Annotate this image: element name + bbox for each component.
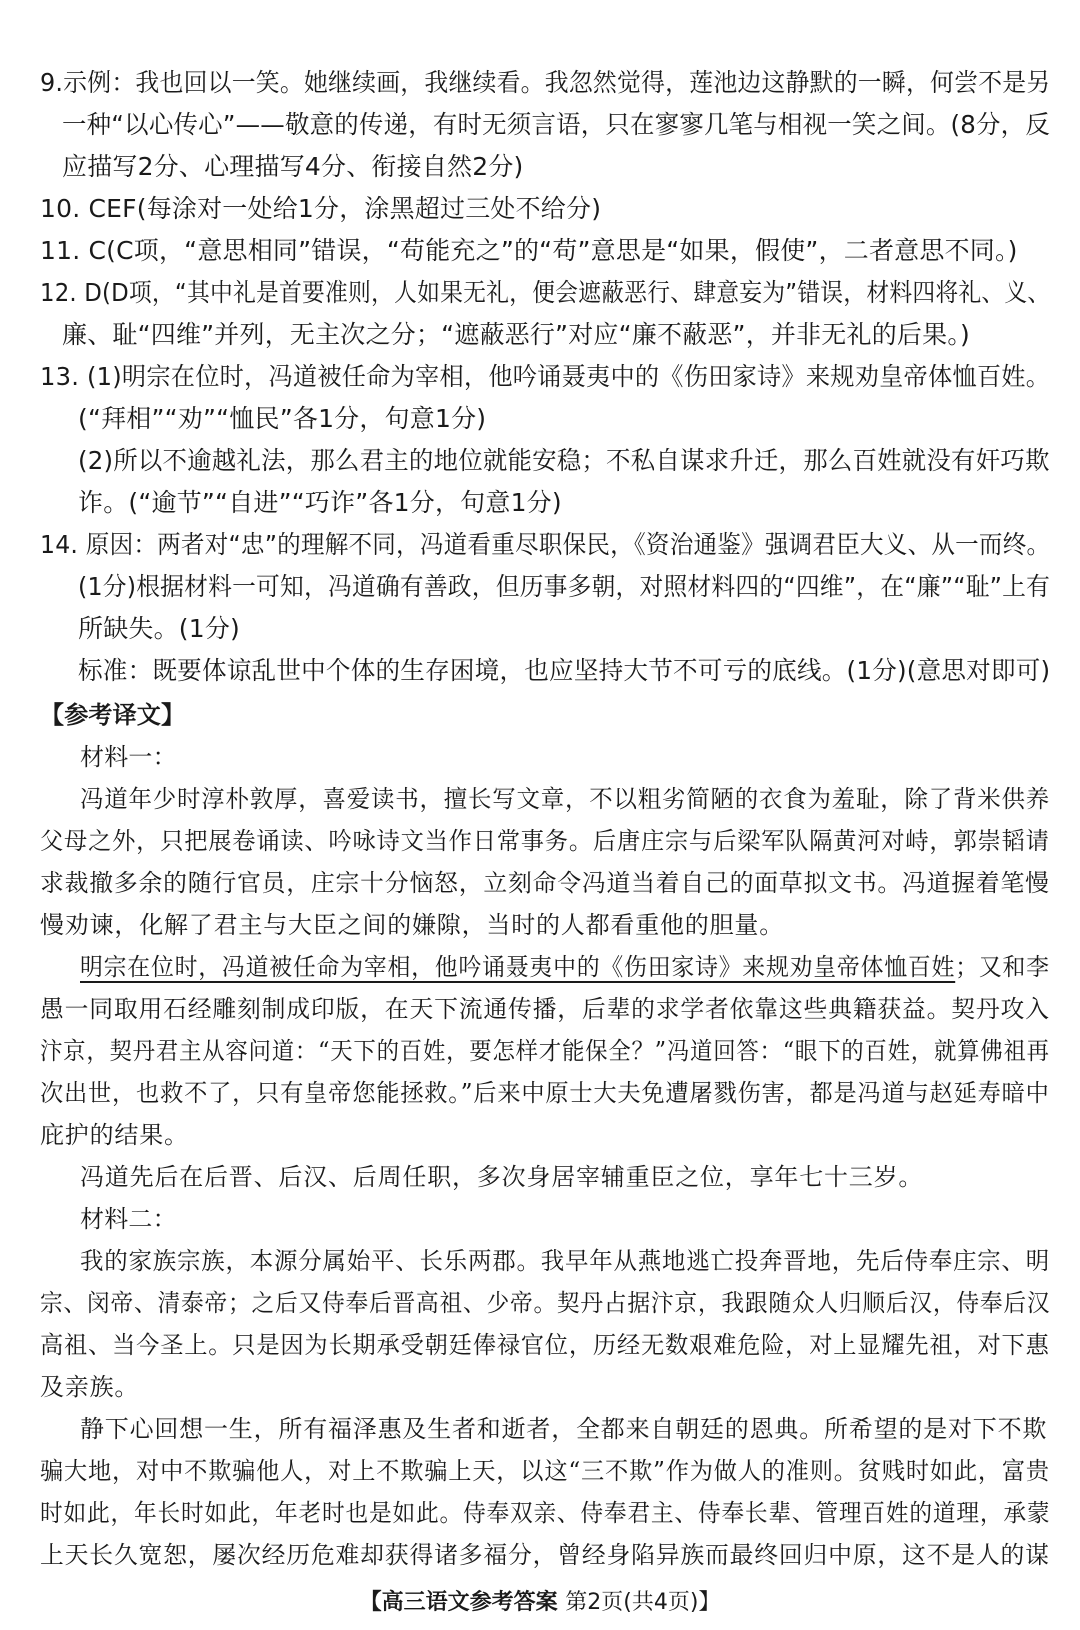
m2-p2-line-2: 骗大地，对中不欺骗他人，对上不欺骗上天，以这“三不欺”作为做人的准则。贫贱时如此，富贵 — [40, 1457, 1050, 1485]
q11-answer: 11. C(C项，“意思相同”错误，“苟能充之”的“苟”意思是“如果，假使”，二者意思不同。) — [40, 236, 1018, 265]
q14-line-3: 所缺失。(1分) — [78, 614, 241, 643]
page-footer — [0, 1585, 1080, 1616]
m1-p2-line-5: 庇护的结果。 — [40, 1121, 189, 1149]
m2-p2-line-4: 上天长久宽恕，屡次经历危难却获得诸多福分，曾经身陷异族而最终回归中原，这不是人的谋 — [40, 1541, 1050, 1569]
q9-line-1: 9.示例：我也回以一笑。她继续画，我继续看。我忽然觉得，莲池边这静默的一瞬，何尝不是另 — [40, 68, 1051, 97]
q13-line-3: (2)所以不逾越礼法，那么君主的地位就能安稳；不私自谋求升迁，那么百姓就没有奸巧欺 — [78, 446, 1050, 475]
footer-page-number: 第2页(共4页)】 — [565, 1590, 721, 1615]
m2-p1-line-1: 我的家族宗族，本源分属始平、长乐两郡。我早年从燕地逃亡投奔晋地，先后侍奉庄宗、明 — [80, 1247, 1050, 1275]
m1-p3: 冯道先后在后晋、后汉、后周任职，多次身居宰辅重臣之位，享年七十三岁。 — [80, 1163, 924, 1191]
q12-line-1: 12. D(D项，“其中礼是首要准则，人如果无礼，便会遮蔽恶行、肆意妄为”错误，材料四将礼、义、 — [40, 278, 1051, 307]
q13-line-1: 13. (1)明宗在位时，冯道被任命为宰相，他吟诵聂夷中的《伤田家诗》来规劝皇帝体恤百姓。 — [40, 362, 1051, 391]
q9-line-3: 应描写2分、心理描写4分、衔接自然2分) — [62, 152, 524, 181]
m2-p2-line-3: 时如此，年长时如此，年老时也是如此。侍奉双亲、侍奉君主、侍奉长辈、管理百姓的道理，承蒙 — [40, 1499, 1051, 1527]
material-1-title: 材料一： — [80, 743, 177, 771]
m2-p2-line-1: 静下心回想一生，所有福泽惠及生者和逝者，全都来自朝廷的恩典。所希望的是对下不欺 — [80, 1415, 1048, 1443]
footer-title: 【高三语文参考答案 — [359, 1590, 558, 1615]
q13-line-4: 诈。(“逾节”“自进”“巧诈”各1分，句意1分) — [78, 488, 562, 517]
m1-p2-line-4: 次出世，也救不了，只有皇帝您能拯救。”后来中原士大夫免遭屠戮伤害，都是冯道与赵延寿暗中 — [40, 1079, 1050, 1107]
m1-p1-line-3: 求裁撤多余的随行官员，庄宗十分恼怒，立刻命令冯道当着自己的面草拟文书。冯道握着笔慢 — [40, 869, 1050, 897]
q12-line-2: 廉、耻“四维”并列，无主次之分；“遮蔽恶行”对应“廉不蔽恶”，并非无礼的后果。) — [62, 320, 970, 349]
m1-p2-line-3: 汴京，契丹君主从容问道：“天下的百姓，要怎样才能保全？”冯道回答：“眼下的百姓，就算佛祖再 — [40, 1037, 1050, 1065]
m2-p1-line-2: 宗、闵帝、清泰帝；之后又侍奉后晋高祖、少帝。契丹占据汴京，我跟随众人归顺后汉，侍奉后汉 — [40, 1289, 1051, 1317]
material-2-title: 材料二： — [80, 1205, 177, 1233]
m1-p2-line-1 — [80, 948, 1050, 986]
q13-line-2: (“拜相”“劝”“恤民”各1分，句意1分) — [78, 404, 487, 433]
underlined-sentence: 明宗在位时，冯道被任命为宰相，他吟诵聂夷中的《伤田家诗》来规劝皇帝体恤百姓 — [80, 953, 956, 981]
m2-p1-line-3: 高祖、当今圣上。只是因为长期承受朝廷俸禄官位，历经无数艰难危险，对上显耀先祖，对下惠 — [40, 1331, 1050, 1359]
m1-p1-line-1: 冯道年少时淳朴敦厚，喜爱读书，擅长写文章，不以粗劣简陋的衣食为羞耻，除了背米供养 — [80, 785, 1050, 813]
m2-p1-line-4: 及亲族。 — [40, 1373, 140, 1401]
translation-heading: 【参考译文】 — [40, 701, 186, 729]
q9-line-2: 一种“以心传心”——敬意的传递，有时无须言语，只在寥寥几笔与相视一笑之间。(8分，反 — [62, 110, 1050, 139]
q14-line-2: (1分)根据材料一可知，冯道确有善政，但历事多朝，对照材料四的“四维”，在“廉”“耻”上有 — [78, 572, 1051, 601]
q14-line-1: 14. 原因：两者对“忠”的理解不同，冯道看重尽职保民，《资治通鉴》强调君臣大义、从一而终。 — [40, 530, 1051, 559]
m1-p1-line-4: 慢劝谏，化解了君主与大臣之间的嫌隙，当时的人都看重他的胆量。 — [40, 911, 784, 939]
m1-p2-line-2: 愚一同取用石经雕刻制成印版，在天下流通传播，后辈的求学者依靠这些典籍获益。契丹攻入 — [40, 995, 1050, 1023]
q10-answer: 10. CEF(每涂对一处给1分，涂黑超过三处不给分) — [40, 194, 602, 223]
m1-p1-line-2: 父母之外，只把展卷诵读、吟咏诗文当作日常事务。后唐庄宗与后梁军队隔黄河对峙，郭崇韬请 — [40, 827, 1050, 855]
q14-line-4: 标准：既要体谅乱世中个体的生存困境，也应坚持大节不可亏的底线。(1分)(意思对即可) — [78, 656, 1051, 685]
m1-p2-line-1-rest: ；又和李 — [955, 953, 1050, 981]
